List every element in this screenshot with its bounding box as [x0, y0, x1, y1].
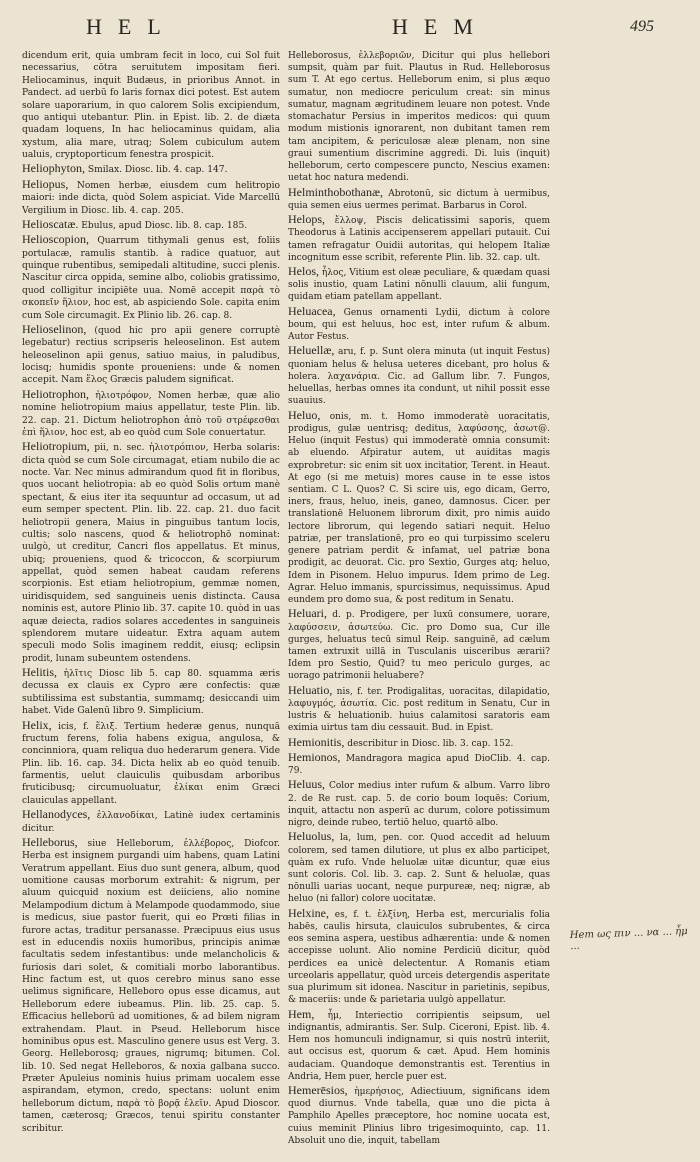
entry-headword: Hellanodyces,: [22, 807, 91, 822]
entry-text: pii, n. sec. ἡλιοτρόπιον, Herba solaris: dicta quòd se cum Sole circumagat, etiam nubilo die ac nocte. Var. Nec minus admirandum quod fit in floribus, quos uocant heliotropia: ab eo quòd Solis ortum manè spectant, & eius iter ita sequuntur ad occasum, ut ad eum semper spectent. Plin. lib. 22. cap. 21. duo facit heliotropii genera, Maius in pinguibus tantum locis, cultis; solo nascens, quod & heliotrophō nominat: uulgò, ut creditur, Cancri flos appellatus. Et minus, ubiq; proueniens, quod & tricoccon, & scorpiurum appellat, quòd semen habeat caudam referens scorpionis. Est etiam heliotropium, gemmæ nomen, uiridisquidem, sed sanguineis uenis distincta. Causa nominis est, autore Plinio lib. 37. capite 10. quòd in uas aquæ deiecta, radios solares accedentes in sanguineis splendorem mutare uideatur. Extra aquam autem speculi modo Solis imaginem reddit, eiusq; eclipsin prodit, lunam subeuntem ostendens.: [22, 443, 280, 664]
entry-headword: Hem,: [288, 1006, 315, 1021]
dictionary-entry: [288, 607, 550, 682]
entry-text: Ebulus, apud Diosc. lib. 8. cap. 185.: [81, 220, 248, 231]
entry-text: Genus ornamenti Lydii, dictum à colore boum, qui est heluus, hoc est, inter rufum & album. Autor Festus.: [288, 307, 550, 343]
entry-headword: Heluellæ,: [288, 343, 335, 358]
dictionary-entry: [288, 1084, 550, 1147]
entry-headword: Helleborus,: [22, 834, 78, 849]
entry-text: ἧλος, Vitium est oleæ peculiare, & quædam quasi solis inustio, quam Latini nōnulli clauum, alii fungum, quidam etiam patellam appellant.: [288, 267, 550, 303]
entry-text: Quarrum tithymali genus est, foliis portulacæ, ramulis stantib. à radice quatuor, aut quinque rubentibus, semipedali altitudine, succi plenis. Nascitur circa oppida, semine albo, coliobis gratissimo, quod colligitur incipiēte uua. Nomē accepit παρὰ τὸ σκοπεῖν ἥλιον, hoc est, ab aspiciendo Sole. capita enim cum Sole circumagit. Ex Plinio lib. 26. cap. 8.: [22, 236, 280, 321]
entry-headword: Heluatio,: [288, 682, 333, 697]
entry-text: Color medius inter rufum & album. Varro libro 2. de Re rust. cap. 5. de corio boum loquēs: Corium, inquit, attactu non asperū ac durum, colore potissimum nigro, deinde rubeo, tertiō heluo, quartō albo.: [288, 781, 550, 829]
dictionary-entry: [22, 808, 280, 835]
entry-text: Nomen herbæ, eiusdem cum helitropio maiori: inde dicta, quòd Solem aspiciat. Vide Marcellū Vergilium in Diosc. lib. 4. cap. 205.: [22, 180, 280, 216]
entry-headword: Helioselinon,: [22, 321, 87, 336]
entry-text: ἡλῖτις Diosc lib 5. cap 80. squamma æris decussa ex clauis ex Cypro ære confectis: quæ subtilissima est substantia, summamq; desiccandi uim habet. Vide Galenū libro 9. Simplicium.: [22, 669, 280, 717]
entry-text: (quod hic pro apii genere corruptè legebatur) rectius scripseris heleoselinon. Est autem heleoselinon apii genus, satiuo maius, in paludibus, locisq; humidis sponte proueniens: unde & nomen accepit. Nam ἕλος Græcis paludem significat.: [22, 325, 280, 386]
dictionary-entry: [288, 778, 550, 829]
dictionary-entry: [22, 218, 280, 232]
entry-headword: Heliotropium,: [22, 439, 90, 454]
entry-text: Smilax. Diosc. lib. 4. cap. 147.: [87, 165, 228, 176]
dictionary-entry: [288, 305, 550, 344]
entry-headword: Helitis,: [22, 665, 57, 679]
running-header: [0, 0, 700, 40]
entry-headword: Helminthobothanæ,: [288, 184, 383, 199]
dictionary-entry: [22, 50, 280, 161]
entry-headword: Helioscopion,: [22, 232, 89, 247]
entry-headword: Hemerēsios,: [288, 1082, 348, 1097]
handwritten-margin-note: Hem ως πιν ... να ... ἦμ ...: [569, 926, 688, 953]
entry-text: aru, f. p. Sunt olera minuta (ut inquit Festus) quoniam helus & helusa ueteres dicebant, pro holus & holera. λαχανάρια. Cic. ad Gallum libr. 7. Fungos, heluellas, herbas omnes ita condunt, ut nihil possit esse suauius.: [288, 347, 550, 407]
entry-headword: Heluari,: [288, 606, 327, 621]
entry-headword: Heluacea,: [288, 303, 336, 318]
entry-text: ἦμ, Interiectio corripientis seipsum, uel indignantis, admirantis. Ser. Sulp. Ciceroni, Epist. lib. 4. Hem nos homunculi indignamur, si quis nostrū interiit, aut occisus est, quorum & cæt. Apud. Hem hominis audaciam. Quandoque demonstrantis est. Terentius in Andria, Hem puer, hercle puer est.: [288, 1010, 550, 1082]
dictionary-entry: [22, 162, 280, 176]
entry-text: dicendum erit, quia umbram fecit in loco, cui Sol fuit necessarius, cōtra seruitutem impositam fieri. Heliocaminus, inquit Budæus, in prioribus Annot. in Pandect. ad uerbū fo laris fornax dici potest. Est autem solare uaporarium, in quo calorem Solis excipiendum, quo antiqui utebantur. Plin. in Epist. lib. 2. de diæta quadam loquens, In hac heliocaminus quidam, alia xystum, alia mare, utraq; Solem cubiculum autem ualuis, cryptoporticum fenestra prospicit.: [22, 51, 280, 160]
dictionary-entry: [288, 344, 550, 407]
entry-text: d. p. Prodigere, per luxū consumere, uorare, λαφύσσειν, ἀσωτεύω. Cic. pro Domo sua, Cur ille gurges, heluatus tecū simul Reip. sanguinē, ad cælum tamen extruxit uillā in Tusculanis uisceribus ærarii? Idem pro Sestio, Quid? tu meo periculo gurges, ac uorago patrimonii heluabere?: [288, 610, 550, 682]
page-number: 495: [630, 18, 654, 35]
entry-headword: Helops,: [288, 212, 325, 227]
entry-text: describitur in Diosc. lib. 3. cap. 152.: [347, 738, 514, 749]
dictionary-entry: [288, 265, 550, 304]
dictionary-entry: [288, 736, 550, 750]
entry-text: nis, f. ter. Prodigalitas, uoracitas, dilapidatio, λαφυγμός, ἀσωτία. Cic. post reditum in Senatu, Cur in lustris & heluationib. huius calamitosi saratoris eam eximia uirtus tam diu cessauit. Bud. in Epist.: [288, 686, 550, 734]
entry-text: siue Helleborum, ἐλλέβορος, Diofcor. Herba est insignem purgandi uim habens, quam Latini Veratrum appellant. Eius duo sunt genera, album, quod uomitione causas morborum extrahit: & nigrum, per aluum quicquid noxium est deiiciens, alio nomine Melampodium dictum à Melampode quodammodo, siue is medicus, siue pastor fuerit, qui eo Prœti filias in furore actas, traditur persanasse. Præcipuus eius usus est in educendis noxiis humoribus, principis animæ facultatis sedem infestantibus: unde melancholicis & furiosis dari solet, & comitiali morbo laborantibus. Hinc factum est, ut quos cerebro minus sano esse uelimus significare, Helleboro opus esse dicamus, aut Helleborum edere iubeamus. Plin. lib. 25. cap. 5. Efficacius helleborū ad uomitiones, & ad bilem nigram extrahendam. Plaut. in Pseud. Helleborum hisce hominibus opus est. Masculino genere usus est Verg. 3. Georg. Helleborosq; graues, nigrumq; bitumen. Col. lib. 10. Sed negat Helleboros, & noxia galbana succo. Præter Apuleius nominis huius primam uocalem esse aspirandam, etymon, credo, spectans: uolunt enim helleborum dictum, παρὰ τὸ βορᾷ ἐλεῖν. Apud Dioscor. tamen, cæterosq; Græcos, tenui spiritu constanter scribitur.: [22, 838, 280, 1134]
dictionary-entry: [288, 186, 550, 212]
dictionary-entry: [22, 388, 280, 440]
entry-headword: Heliotrophon,: [22, 386, 89, 401]
dictionary-entry: [22, 440, 280, 665]
entry-text: ἑλλανοδίκαι, Latinè iudex certaminis dicitur.: [22, 811, 280, 834]
dictionary-entry: [22, 666, 280, 718]
dictionary-entry: [22, 836, 280, 1135]
entry-headword: Helos,: [288, 263, 319, 278]
dictionary-entry: [288, 830, 550, 905]
entry-headword: Helxine,: [288, 905, 329, 920]
entry-text: ἔλλοψ, Piscis delicatissimi saporis, quem Theodorus à Latinis accipenserem appellari putauit. Cui tamen refragatur Ouidii autoritas, qui helopem Italiæ incognitum esse scribit, referente Plin. lib. 32. cap. ult.: [288, 216, 550, 263]
entry-headword: Heluus,: [288, 777, 325, 792]
entry-text: Helleborosus, ἐλλεβοριῶν, Dicitur qui plus hellebori sumpsit, quàm par fuit. Plautus in Rud. Helleborosus sum T. At ego certus. Helleborum enim, si plus æquo sumatur, non mediocre periculum creat: sin minus sumatur, magnam ægritudinem leuare non potest. Vnde stomachatur Persius in imperitos medicos: qui quum modum mistionis ignorarent, non dubitant tamen rem tam ancipitem, & periculosæ aleæ plenam, non sine graui sumentium discrimine aggredi. Di. luis (inquit) helleborum, certo compescere puncto, Nescius examen: uetat hoc natura medendi.: [288, 51, 550, 184]
entry-text: ἡλιοτρόφον, Nomen herbæ, quæ alio nomine heliotropium maius appellatur, teste Plin. lib. 22. cap. 21. Dictum heliotrophon ἀπὸ τοῦ στρέφεσθαι ἐπὶ ἥλιον, hoc est, ab eo quòd cum Sole conuertatur.: [22, 390, 280, 438]
dictionary-entry: [288, 213, 550, 264]
header-right-word: HEM: [392, 14, 489, 39]
entry-text: Mandragora magica apud DioClib. 4. cap. 79.: [288, 753, 550, 777]
entry-headword: Heliopus,: [22, 176, 69, 191]
entry-headword: Helioscatæ.: [22, 216, 79, 231]
dictionary-entry: [288, 409, 550, 607]
dictionary-entry: [22, 323, 280, 387]
left-column: [22, 50, 280, 1136]
dictionary-entry: [288, 1008, 550, 1083]
dictionary-entry: [22, 178, 280, 217]
dictionary-entry: [22, 719, 280, 808]
header-left-word: HEL: [86, 14, 177, 39]
entry-headword: Heluolus,: [288, 829, 335, 844]
entry-headword: Hemionos,: [288, 749, 341, 764]
dictionary-entry: [288, 684, 550, 735]
entry-headword: Heluo,: [288, 407, 321, 422]
entry-text: ἡμερήσιος, Adiectiuum, significans idem quod diurnus. Vnde tabella, quæ uno die picta à Pamphilo Apelles præceptore, hoc nomine uocata est, cuius meminit Plinius libro trigesimoquinto, cap. 11. Absoluit uno die, inquit, tabellam: [288, 1086, 550, 1146]
entry-text: Abrotonū, sic dictum à uermibus, quia semen eius uermes perimat. Barbarus in Corol.: [288, 188, 550, 211]
dictionary-entry: [22, 233, 280, 322]
right-column: [288, 50, 550, 1148]
dictionary-entry: [288, 907, 550, 1007]
entry-headword: Heliophyton,: [22, 161, 85, 176]
entry-text: onis, m. t. Homo immoderatè uoracitatis, prodigus, gulæ uentrisq; deditus, λαφύσσης, ἀσωτ@. Heluo (inquit Festus) qui immoderatè omnia consumit: ab eluendo. Afpiratur autem, ut auiditas magis exprobretur: sic enim sit uox incitatior, Terent. in Heaut. At ego (si me metuis) mores cause in te esse istos sentiam. C L. Quos? C. Si scire uis, ego dicam, Gerro, iners, fraus, heluo, ineis, ganeo, damnosus. Cicer. per translationē Heluonem librorum dixit, pro nimis auido lectore librorum, qui legendo satiari nequit. Heluo patriæ, per translationē, pro eo qui turpissimo sceleru genere patriam perdit & infamat, uel patriæ bona prodigit, ac deuorat. Cic. pro Sextio, Gurges atq; heluo, Idem in Pisonem. Heluo impurus. Idem primo de Leg. Agrar. Heluo immanis, spurcissimus, nequissimus. Apud eundem pro domo sua, & post reditum in Senatu.: [288, 411, 550, 606]
entry-text: la, lum, pen. cor. Quod accedit ad heluum colorem, sed tamen dilutiore, ut plus ex albo participet, quàm ex rufo. Vnde heluolæ uitæ dicuntur, quæ eius sunt coloris. Col. lib. 3. cap. 2. Sunt & heluolæ, quas nōnulli uarias uocant, neque purpureæ, neq; nigræ, ab heluo (ni fallor) colore uocitatæ.: [288, 833, 550, 905]
dictionary-entry: [288, 751, 550, 777]
entry-headword: Helix,: [22, 717, 52, 732]
entry-text: icis, f. ἕλιξ. Tertium hederæ genus, nunquā fructum ferens, folia habens exigua, angulosa, & concinniora, quam reliqua duo hederarum genera. Vide Plin. lib. 16. cap. 34. Dicta helix ab eo quòd tenuib. farmentis, uelut clauiculis quibusdam arboribus fruticibusq; circumuoluatur, ἑλίκαι enim Græci clauiculas appellant.: [22, 721, 280, 806]
entry-text: es, f. t. ἑλξίνη, Herba est, mercurialis folia habēs, caulis hirsuta, clauiculos subrubentes, & circa eos semina aspera, uestibus adhærentia: unde & nomen accepisse uolunt. Alio nomine Perdiciū dicitur, quòd perdices ea unicè delectentur. A Romanis etiam urceolaris appellatur, quòd urceis detergendis asperitate sua plurimum sit idonea. Nascitur in parietinis, sepibus, & maceriis: unde & parietaria uulgò appellatur.: [288, 909, 550, 1006]
dictionary-entry: [288, 50, 550, 185]
entry-headword: Hemionitis,: [288, 734, 345, 749]
